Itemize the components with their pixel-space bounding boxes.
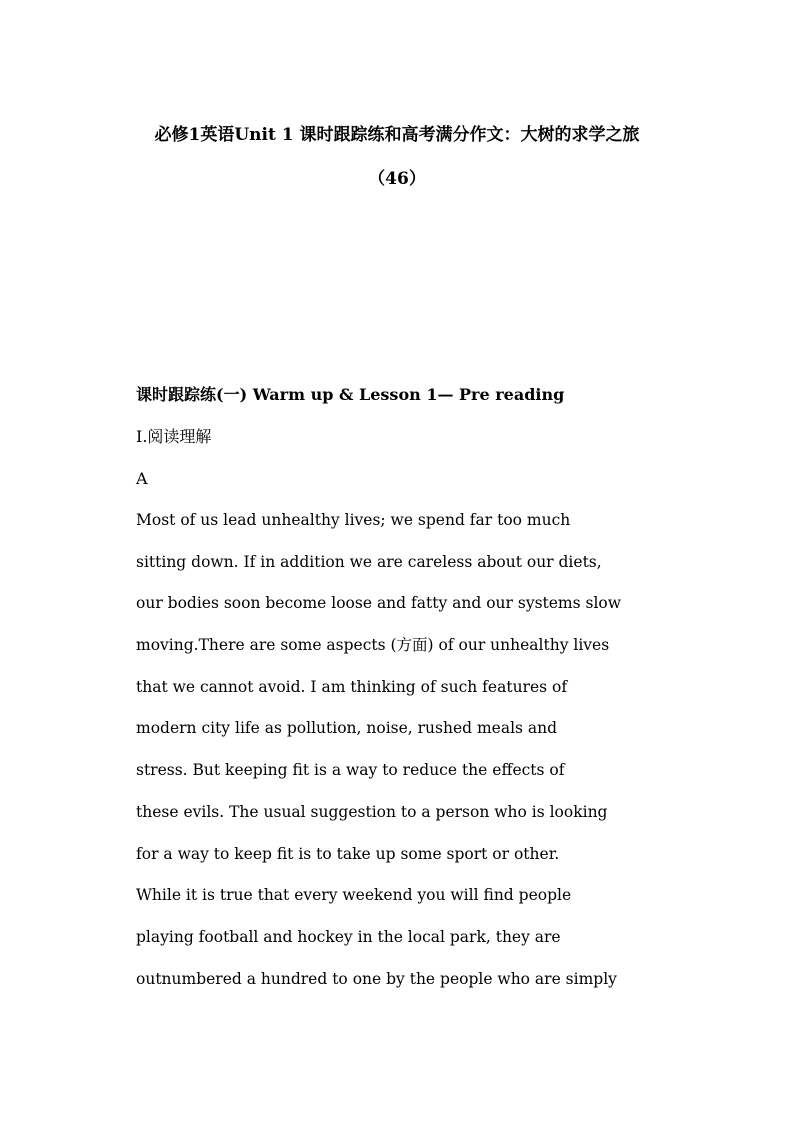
document-title-number: （46） (368, 169, 426, 189)
passage-line: that we cannot avoid. I am thinking of such features of (136, 677, 568, 696)
reading-comprehension-heading: Ⅰ.阅读理解 (136, 427, 212, 446)
passage-line: Most of us lead unhealthy lives; we spend far too much (136, 511, 571, 529)
passage-label: A (136, 469, 148, 488)
section-heading: 课时跟踪练(一) Warm up & Lesson 1— Pre reading (136, 385, 565, 404)
passage-line: moving.There are some aspects (方面) of our unhealthy lives (136, 636, 610, 655)
passage-line: modern city life as pollution, noise, rushed meals and (136, 719, 558, 738)
passage-line: outnumbered a hundred to one by the people who are simply (136, 969, 617, 988)
passage-line: these evils. The usual suggestion to a person who is looking (136, 802, 608, 821)
passage-line: for a way to keep fit is to take up some sport or other. (136, 844, 560, 863)
passage-line: stress. But keeping fit is a way to reduce the effects of (136, 761, 565, 780)
passage-text (136, 508, 696, 1008)
passage-line: While it is true that every weekend you will find people (136, 886, 572, 905)
passage-line: playing football and hockey in the local park, they are (136, 927, 561, 946)
passage-line: sitting down. If in addition we are careless about our diets, (136, 552, 602, 571)
passage-line: our bodies soon become loose and fatty and our systems slow (136, 594, 622, 613)
document-title: 必修1英语Unit 1 课时跟踪练和高考满分作文：大树的求学之旅 (154, 125, 640, 145)
